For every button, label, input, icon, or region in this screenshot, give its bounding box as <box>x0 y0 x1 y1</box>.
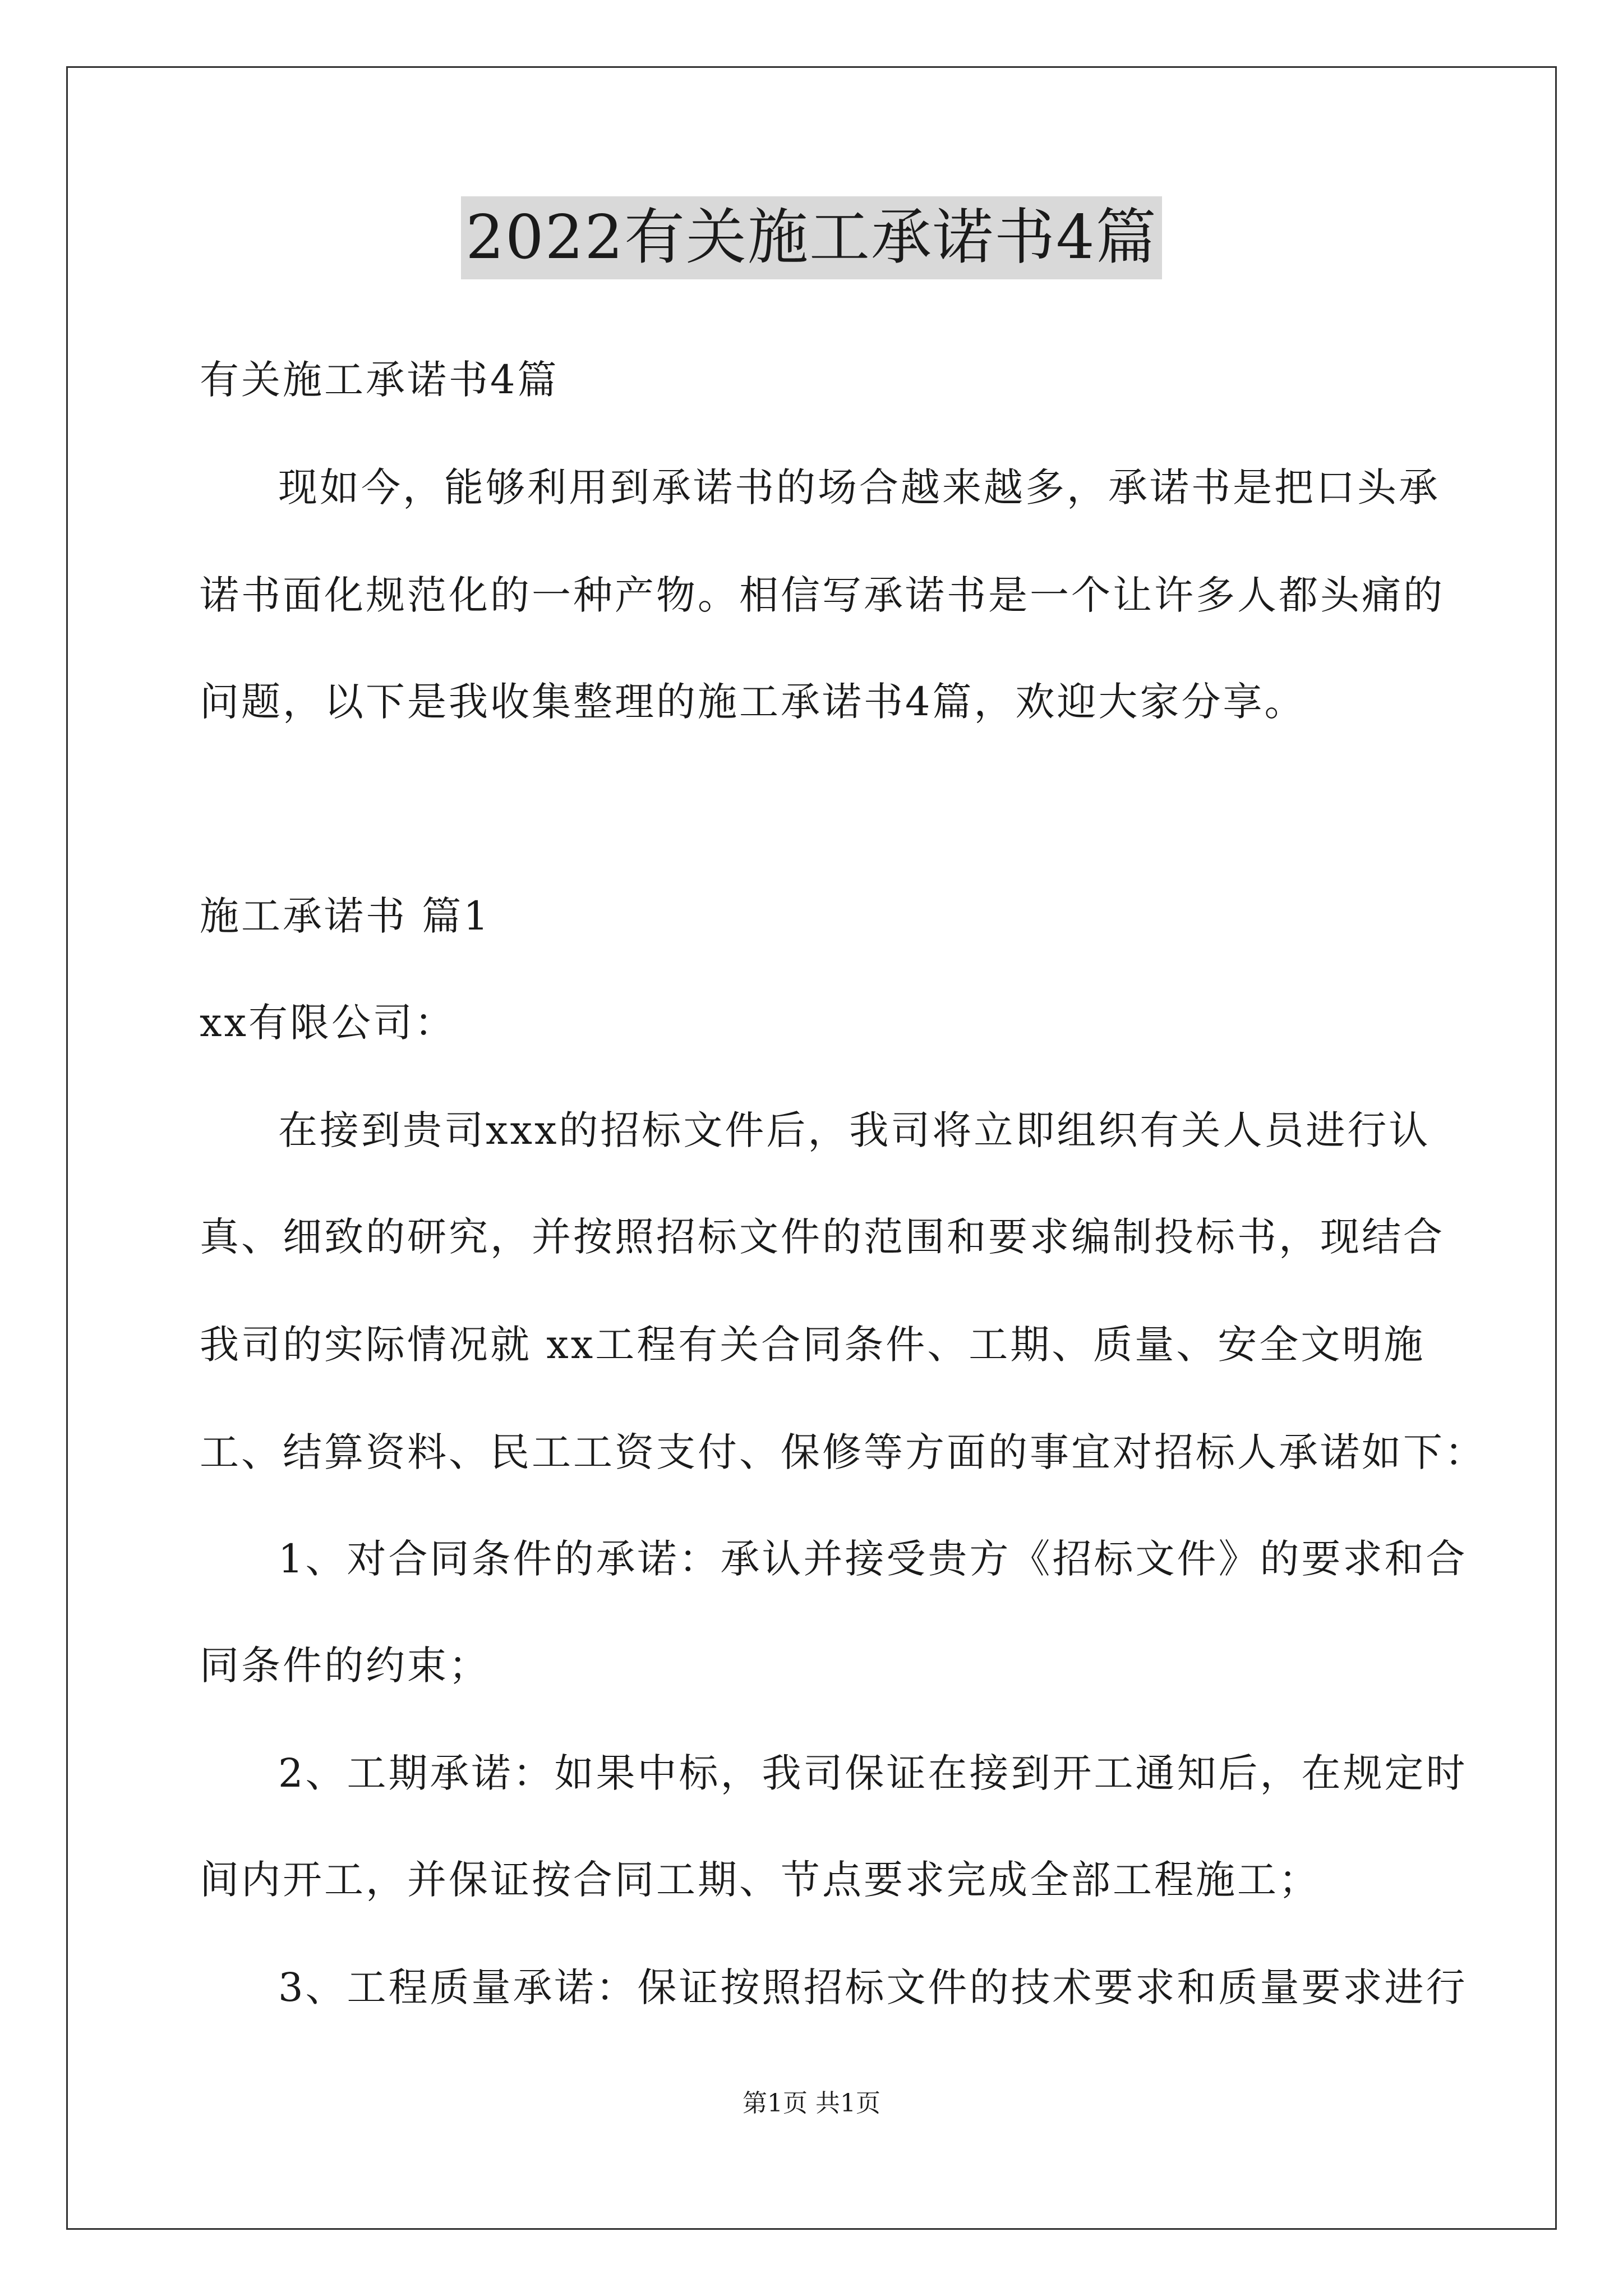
intro-line-1: 现如今，能够利用到承诺书的场合越来越多，承诺书是把口头承 <box>278 464 1440 510</box>
body-line-5: 1、对合同条件的承诺：承认并接受贵方《招标文件》的要求和合 <box>278 1536 1468 1582</box>
body-line-4: 工、结算资料、民工工资支付、保修等方面的事宜对招标人承诺如下： <box>200 1429 1486 1475</box>
addressee: xx有限公司： <box>200 1000 456 1046</box>
body-line-1: 在接到贵司xxx的招标文件后，我司将立即组织有关人员进行认 <box>278 1107 1431 1153</box>
document-title: 2022有关施工承诺书4篇 <box>461 196 1162 279</box>
section-heading: 施工承诺书 篇1 <box>200 893 491 939</box>
page-footer: 第1页 共1页 <box>743 2089 880 2118</box>
document-subtitle: 有关施工承诺书4篇 <box>200 357 559 403</box>
body-line-9: 3、工程质量承诺：保证按照招标文件的技术要求和质量要求进行 <box>278 1964 1468 2010</box>
body-line-6: 同条件的约束； <box>200 1642 490 1688</box>
intro-line-3: 问题，以下是我收集整理的施工承诺书4篇，欢迎大家分享。 <box>200 679 1306 725</box>
intro-line-2: 诺书面化规范化的一种产物。相信写承诺书是一个让许多人都头痛的 <box>200 572 1445 618</box>
title-container <box>0 196 1623 279</box>
body-line-8: 间内开工，并保证按合同工期、节点要求完成全部工程施工； <box>200 1857 1320 1903</box>
body-line-7: 2、工期承诺：如果中标，我司保证在接到开工通知后，在规定时 <box>278 1750 1468 1796</box>
body-line-3: 我司的实际情况就 xx工程有关合同条件、工期、质量、安全文明施 <box>200 1322 1426 1368</box>
body-line-2: 真、细致的研究，并按照招标文件的范围和要求编制投标书，现结合 <box>200 1214 1445 1260</box>
